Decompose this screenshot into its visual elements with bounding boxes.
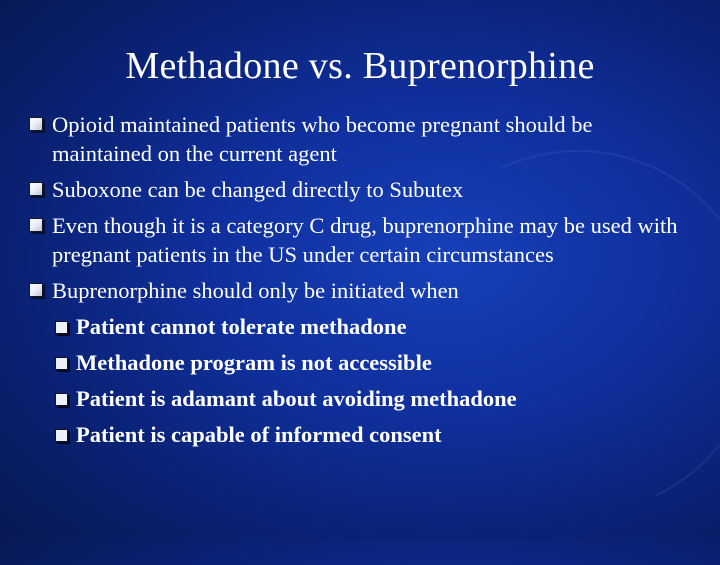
subbullet-text: Methadone program is not accessible [76,350,432,375]
subbullet-text: Patient is adamant about avoiding methadone [76,386,517,411]
square-box-bullet-icon [29,283,43,297]
square-box-bullet-icon [29,182,43,196]
bullet-item-1 [22,110,692,168]
slide-title: Methadone vs. Buprenorphine [125,45,595,87]
square-box-bullet-icon [29,218,43,232]
subbullet-item-3 [22,384,692,413]
bullet-text: Buprenorphine should only be initiated when [52,278,459,303]
subbullet-item-4 [22,420,692,449]
bullet-item-2 [22,175,692,204]
filled-square-bullet-icon [55,357,68,370]
bullet-text: Suboxone can be changed directly to Subutex [52,177,464,202]
subbullet-text: Patient is capable of informed consent [76,422,442,447]
subbullet-text: Patient cannot tolerate methadone [76,314,407,339]
filled-square-bullet-icon [55,429,68,442]
bullet-item-4 [22,276,692,305]
subbullet-item-1 [22,312,692,341]
bullet-item-3 [22,211,692,269]
bullet-text: Opioid maintained patients who become pregnant should be maintained on the current agent [52,112,593,166]
bullet-text: Even though it is a category C drug, buprenorphine may be used with pregnant patients in the US under certain circumstances [52,213,678,267]
subbullet-item-2 [22,348,692,377]
filled-square-bullet-icon [55,393,68,406]
square-box-bullet-icon [29,117,43,131]
bullet-list [22,110,692,456]
filled-square-bullet-icon [55,321,68,334]
